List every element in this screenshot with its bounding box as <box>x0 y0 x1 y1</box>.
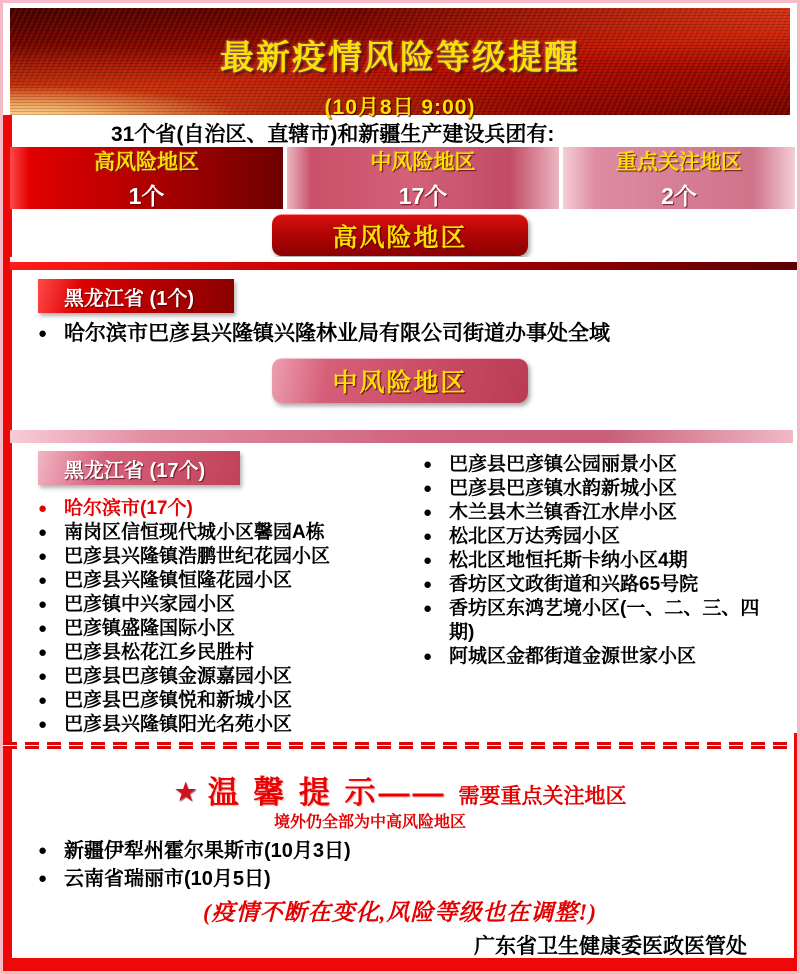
bottom-red-bar <box>3 958 797 971</box>
band-label: 重点关注地区 <box>616 150 742 174</box>
medium-risk-list-left <box>38 497 410 737</box>
list-item <box>423 597 779 645</box>
bullet-icon: ● <box>38 572 48 589</box>
city-label <box>38 497 410 521</box>
issuer-signature: 广东省卫生健康委医政医管处 <box>474 935 747 958</box>
report-datetime: (10月8日 9:00) <box>324 96 476 119</box>
list-item-text: 巴彦县巴彦镇水韵新城小区 <box>449 478 678 499</box>
bullet-icon: ● <box>423 456 433 473</box>
band-label: 中风险地区 <box>370 150 476 174</box>
list-item <box>38 665 410 689</box>
header-banner <box>10 8 790 119</box>
bullet-icon: ● <box>38 548 48 565</box>
list-item-text: 巴彦县松花江乡民胜村 <box>64 642 255 663</box>
disclaimer-text: (疫情不断在变化,风险等级也在调整!) <box>202 900 598 925</box>
list-item-text: 巴彦县巴彦镇金源嘉园小区 <box>64 666 293 687</box>
bullet-icon: ● <box>38 870 48 887</box>
list-item <box>38 569 410 593</box>
list-item-text: 香坊区文政街道和兴路65号院 <box>449 574 699 595</box>
band-label: 高风险地区 <box>94 150 199 174</box>
bullet-icon: ● <box>38 692 48 709</box>
list-item <box>38 865 738 893</box>
dashed-separator <box>3 742 797 749</box>
high-risk-section-header: 高风险地区 <box>272 214 528 256</box>
bullet-icon: ● <box>38 620 48 637</box>
list-item <box>38 321 758 347</box>
list-item-text: 巴彦镇盛隆国际小区 <box>64 618 236 639</box>
city-label-text: 哈尔滨市(17个) <box>64 498 193 519</box>
list-item-text: 南岗区信恒现代城小区馨园A栋 <box>64 522 325 543</box>
page-title: 最新疫情风险等级提醒 <box>220 39 580 77</box>
list-item <box>38 689 410 713</box>
bullet-icon: ● <box>38 716 48 733</box>
bullet-icon: ● <box>423 552 433 569</box>
list-item-text: 巴彦镇中兴家园小区 <box>64 594 236 615</box>
bullet-icon: ● <box>38 842 48 859</box>
list-item-text: 巴彦县巴彦镇悦和新城小区 <box>64 690 293 711</box>
list-item-text: 巴彦县兴隆镇恒隆花园小区 <box>64 570 293 591</box>
list-item <box>423 549 779 573</box>
list-item-text: 木兰县木兰镇香江水岸小区 <box>449 502 678 523</box>
band-high-risk <box>10 147 283 209</box>
list-item <box>38 521 410 545</box>
list-item <box>38 593 410 617</box>
list-item-text: 阿城区金都街道金源世家小区 <box>449 646 697 667</box>
bullet-icon: ● <box>38 524 48 541</box>
bullet-icon: ● <box>38 644 48 661</box>
bullet-icon: ● <box>423 600 433 617</box>
list-item <box>38 545 410 569</box>
notice-title: 温 馨 提 示—— <box>207 775 447 810</box>
intro-text: 31个省(自治区、直辖市)和新疆生产建设兵团有: <box>111 123 555 146</box>
list-item-text: 云南省瑞丽市(10月5日) <box>64 868 271 890</box>
list-item-text: 巴彦县巴彦镇公园丽景小区 <box>449 454 678 475</box>
bullet-icon: ● <box>38 668 48 685</box>
band-count: 2个 <box>661 182 697 209</box>
notice-note: 境外仍全部为中高风险地区 <box>273 814 466 831</box>
star-icon: ★ <box>173 777 198 807</box>
band-count: 1个 <box>128 182 165 209</box>
list-item-text: 巴彦县兴隆镇阳光名苑小区 <box>64 714 293 735</box>
province-tag-heilongjiang-1: 黑龙江省 (1个) <box>38 279 234 313</box>
bullet-icon: ● <box>38 500 48 517</box>
medium-risk-list-right <box>423 453 779 669</box>
list-item <box>38 713 410 737</box>
bullet-icon: ● <box>423 528 433 545</box>
list-item-text: 巴彦县兴隆镇浩鹏世纪花园小区 <box>64 546 331 567</box>
list-item <box>38 617 410 641</box>
pink-divider-bar <box>10 430 793 443</box>
summary-bands <box>10 147 795 209</box>
band-key-watch <box>563 147 795 209</box>
band-medium-risk <box>287 147 559 209</box>
left-red-stripe <box>3 115 12 963</box>
list-item <box>423 501 779 525</box>
list-item <box>423 477 779 501</box>
notice-header <box>3 767 797 812</box>
list-item-text: 新疆伊犁州霍尔果斯市(10月3日) <box>64 840 351 862</box>
list-item <box>423 525 779 549</box>
watch-area-list <box>38 837 738 893</box>
list-item-text: 哈尔滨市巴彦县兴隆镇兴隆林业局有限公司街道办事处全域 <box>64 322 610 345</box>
list-item <box>38 641 410 665</box>
list-item <box>423 573 779 597</box>
list-item <box>423 645 779 669</box>
list-item-text: 松北区地恒托斯卡纳小区4期 <box>449 550 688 571</box>
bullet-icon: ● <box>423 576 433 593</box>
list-item-text: 松北区万达秀园小区 <box>449 526 621 547</box>
bullet-icon: ● <box>38 596 48 613</box>
list-item <box>38 837 738 865</box>
red-divider-bar <box>10 260 797 270</box>
bullet-icon: ● <box>38 325 48 342</box>
notice-subtitle: 需要重点关注地区 <box>458 785 627 808</box>
list-item <box>423 453 779 477</box>
band-count: 17个 <box>398 182 448 209</box>
bullet-icon: ● <box>423 504 433 521</box>
high-risk-list <box>38 321 758 347</box>
bullet-icon: ● <box>423 480 433 497</box>
list-item-text: 香坊区东鸿艺境小区(一、二、三、四期) <box>449 598 760 643</box>
bullet-icon: ● <box>423 648 433 665</box>
medium-risk-section-header: 中风险地区 <box>272 358 528 403</box>
province-tag-heilongjiang-17: 黑龙江省 (17个) <box>38 451 240 485</box>
right-red-stripe <box>794 733 797 963</box>
